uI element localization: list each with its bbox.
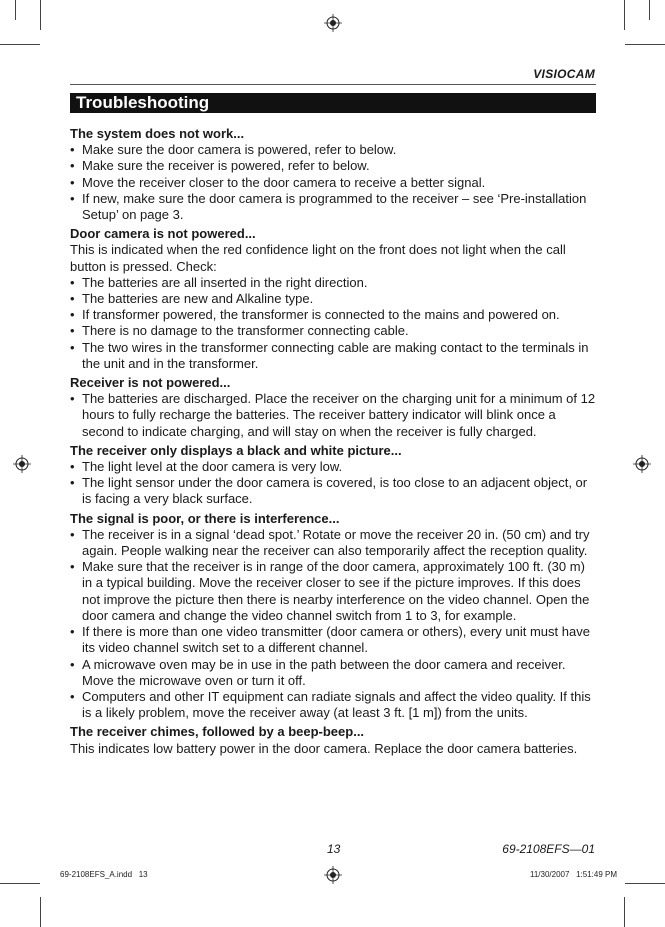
bullet-list [70,142,598,223]
crop-mark [40,897,41,927]
list-item: • The two wires in the transformer connecting cable are making contact to the terminals in the unit and in the transformer. [70,340,598,372]
brand-name: VISIOCAM [533,67,595,81]
crop-mark [624,0,625,30]
list-item: • If there is more than one video transmitter (door camera or others), every unit must have its video channel switch set to a different channel. [70,624,598,656]
list-item: • If transformer powered, the transformer is connected to the mains and powered on. [70,307,598,323]
bullet-list [70,275,598,372]
bullet-list [70,527,598,721]
crop-mark [625,883,665,884]
page-number: 13 [327,842,341,856]
list-item: • The light sensor under the door camera is covered, is too close to an adjacent object, or is facing a very black surface. [70,475,598,507]
registration-mark-icon [324,14,342,32]
list-item: • Move the receiver closer to the door camera to receive a better signal. [70,175,598,191]
crop-mark [0,883,40,884]
crop-mark [625,44,665,45]
section-heading: Receiver is not powered... [70,375,231,391]
section-intro: This indicates low battery power in the door camera. Replace the door camera batteries. [70,740,578,756]
list-item: • There is no damage to the transformer connecting cable. [70,323,598,339]
crop-mark [624,897,625,927]
crop-mark [649,0,650,20]
list-item: • Computers and other IT equipment can radiate signals and affect the video quality. If this is a likely problem, move the receiver away (at least 3 ft. [1 m]) from the units. [70,689,598,721]
crop-mark [15,0,16,20]
list-item: • The receiver is in a signal ‘dead spot.’ Rotate or move the receiver 20 in. (50 cm) and try again. People walking near the receiver can also temporarily affect the reception quality. [70,527,598,559]
list-item: • The light level at the door camera is very low. [70,459,598,475]
bullet-list [70,391,598,440]
list-item: • The batteries are discharged. Place the receiver on the charging unit for a minimum of 12 hours to fully recharge the batteries. The receiver battery indicator will blink once a second to indicate charging, and will stay on when the receiver is fully charged. [70,391,598,440]
registration-mark-icon [633,455,651,473]
section-intro: This is indicated when the red confidence light on the front does not light when the call button is pressed. Check: [70,242,566,274]
document-code: 69-2108EFS—01 [502,842,595,856]
list-item: • A microwave oven may be in use in the path between the door camera and receiver. Move the microwave oven or turn it off. [70,657,598,689]
section-heading: The system does not work... [70,126,245,141]
list-item: • If new, make sure the door camera is programmed to the receiver – see ‘Pre-installation Setup’ on page 3. [70,191,598,223]
registration-mark-icon [13,455,31,473]
crop-mark [40,0,41,30]
bullet-list [70,459,598,508]
list-item: • Make sure the receiver is powered, refer to below. [70,158,598,174]
page-title: Troubleshooting [76,93,210,112]
section-title-bar [70,93,596,113]
list-item: • The batteries are new and Alkaline type. [70,291,598,307]
slug-file-info: 69-2108EFS_A.indd 13 [60,870,148,879]
section-heading: The signal is poor, or there is interference... [70,510,340,526]
slug-timestamp: 11/30/2007 1:51:49 PM [529,870,617,879]
troubleshooting-content [70,126,598,757]
section-heading: The receiver only displays a black and white picture... [70,442,402,458]
section-heading: Door camera is not powered... [70,226,256,242]
header-rule [70,84,596,85]
list-item: • The batteries are all inserted in the right direction. [70,275,598,291]
list-item: • Make sure the door camera is powered, refer to below. [70,142,598,158]
list-item: • Make sure that the receiver is in range of the door camera, approximately 100 ft. (30 m) in a typical building. Move the receiver closer to see if the picture improves. If this does not improve the picture then there is nearby interference on the video channel. Open the door camera and change the video channel switch from 1 to 3, for example. [70,559,598,624]
crop-mark [0,44,40,45]
registration-mark-icon [324,866,342,884]
section-heading: The receiver chimes, followed by a beep-beep... [70,724,365,740]
